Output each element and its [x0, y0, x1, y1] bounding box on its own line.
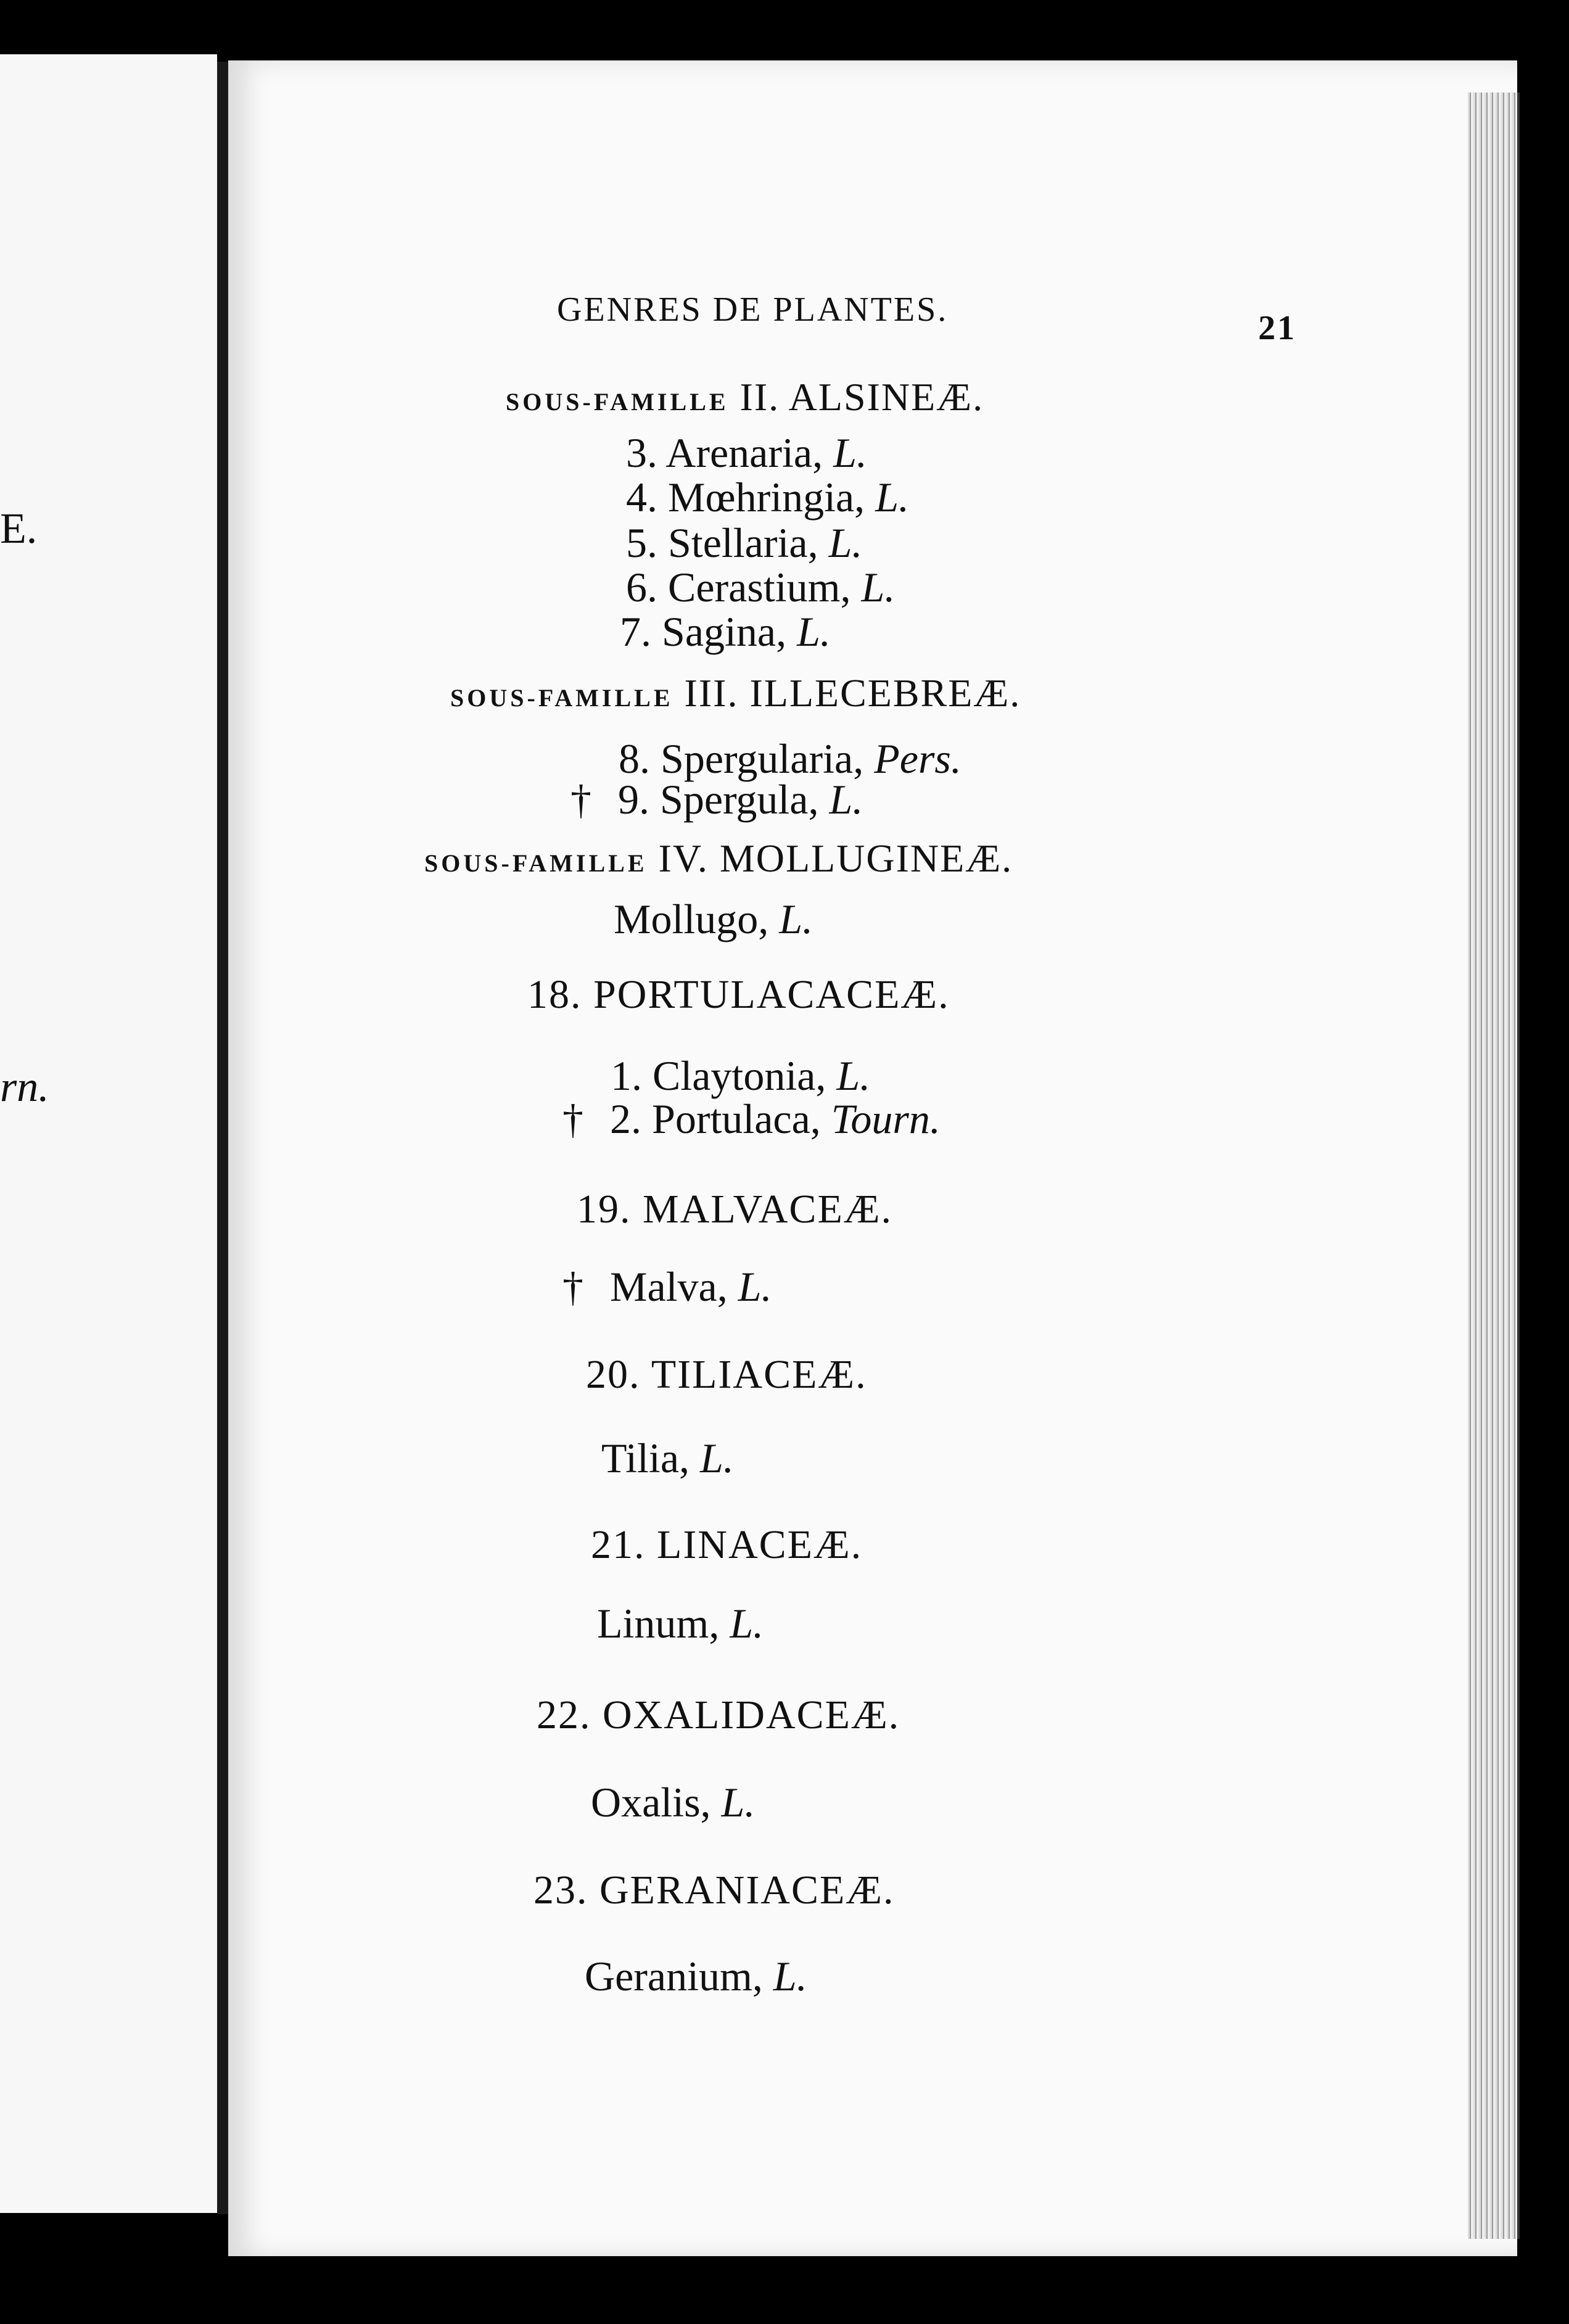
- family-title: LINACEÆ.: [657, 1522, 863, 1567]
- subfamily-prefix: SOUS-FAMILLE: [450, 684, 673, 712]
- family-title: PORTULACACEÆ.: [593, 972, 950, 1017]
- genus-name: Arenaria,: [665, 429, 823, 476]
- family-title: TILIACEÆ.: [651, 1352, 867, 1397]
- genus-entry: [591, 1779, 756, 1826]
- page-number: 21: [1258, 309, 1296, 347]
- subfamily-heading: [424, 836, 1013, 880]
- genus-entry: [626, 519, 863, 566]
- genus-author: L.: [779, 896, 813, 942]
- genus-name: Claytonia,: [653, 1052, 826, 1099]
- subfamily-title: II. ALSINEÆ.: [739, 375, 984, 419]
- genus-entry: [585, 1953, 807, 2000]
- genus-author: L.: [721, 1779, 756, 1826]
- family-heading: [527, 972, 950, 1017]
- subfamily-title: IV. MOLLUGINEÆ.: [658, 836, 1013, 880]
- genus-name: Sagina,: [662, 608, 787, 655]
- genus-name: Spergularia,: [661, 735, 864, 782]
- genus-entry: [626, 564, 896, 611]
- family-number: 23.: [533, 1868, 588, 1913]
- genus-author: L.: [773, 1953, 807, 2000]
- family-title: OXALIDACEÆ.: [603, 1692, 900, 1737]
- genus-name: Stellaria,: [668, 519, 818, 566]
- subfamily-prefix: SOUS-FAMILLE: [506, 388, 729, 416]
- subfamily-title: III. ILLECEBREÆ.: [684, 671, 1021, 715]
- genus-entry: [620, 608, 831, 655]
- genus-author: Tourn.: [831, 1095, 941, 1142]
- left-page-fragment: E.: [0, 505, 38, 553]
- genus-entry: [562, 1263, 772, 1310]
- genus-author: L.: [797, 608, 831, 655]
- subfamily-heading: [506, 377, 984, 417]
- family-number: 20.: [586, 1352, 641, 1397]
- family-title: GERANIACEÆ.: [599, 1868, 895, 1913]
- genus-entry: [562, 1095, 941, 1142]
- genus-number: 7.: [620, 608, 651, 655]
- genus-entry: [619, 735, 962, 782]
- genus-number: 8.: [619, 735, 650, 782]
- genus-author: L.: [738, 1263, 772, 1310]
- genus-name: Mœhringia,: [668, 474, 865, 521]
- genus-name: Mollugo,: [614, 896, 769, 942]
- left-page: [0, 54, 217, 2213]
- genus-name: Geranium,: [585, 1953, 763, 2000]
- genus-name: Oxalis,: [591, 1779, 711, 1826]
- genus-number: 1.: [611, 1052, 642, 1099]
- dagger-mark: †: [562, 1095, 583, 1142]
- dagger-mark: †: [562, 1263, 583, 1310]
- family-heading: [533, 1870, 895, 1911]
- family-number: 22.: [537, 1692, 591, 1737]
- genus-entry: [597, 1600, 764, 1647]
- subfamily-heading: [450, 671, 1021, 715]
- genus-entry: [626, 474, 910, 521]
- genus-entry: [601, 1437, 734, 1479]
- genus-name: Tilia,: [601, 1435, 690, 1481]
- genus-entry: [570, 776, 863, 823]
- genus-name: Malva,: [610, 1263, 728, 1310]
- left-page-fragment: rn.: [0, 1063, 49, 1111]
- genus-entry: [614, 898, 813, 940]
- genus-number: 9.: [618, 776, 649, 823]
- subfamily-prefix: SOUS-FAMILLE: [424, 849, 648, 877]
- dagger-mark: †: [570, 776, 591, 823]
- genus-author: L.: [828, 519, 863, 566]
- running-title: GENRES DE PLANTES.: [557, 290, 949, 329]
- genus-author: L.: [700, 1435, 734, 1481]
- genus-author: L.: [836, 1052, 871, 1099]
- family-number: 21.: [591, 1522, 646, 1567]
- genus-number: 4.: [626, 474, 657, 521]
- genus-entry: [611, 1052, 871, 1099]
- genus-name: Cerastium,: [668, 564, 851, 611]
- genus-entry: [626, 429, 867, 476]
- genus-author: L.: [730, 1600, 764, 1647]
- genus-number: 5.: [626, 519, 657, 566]
- family-heading: [586, 1354, 867, 1395]
- genus-name: Spergula,: [660, 776, 819, 823]
- family-title: MALVACEÆ.: [643, 1187, 892, 1232]
- page-edges: [1468, 93, 1520, 2239]
- genus-author: L.: [861, 564, 896, 611]
- genus-number: 6.: [626, 564, 657, 611]
- genus-number: 2.: [610, 1095, 641, 1142]
- family-heading: [591, 1522, 863, 1567]
- family-heading: [577, 1189, 892, 1230]
- genus-author: L.: [833, 429, 867, 476]
- family-number: 19.: [577, 1187, 632, 1232]
- genus-name: Linum,: [597, 1600, 720, 1647]
- family-number: 18.: [527, 972, 582, 1017]
- genus-author: Pers.: [874, 735, 962, 782]
- genus-number: 3.: [626, 429, 657, 476]
- genus-author: L.: [829, 776, 863, 823]
- genus-author: L.: [875, 474, 910, 521]
- family-heading: [537, 1692, 900, 1737]
- genus-name: Portulaca,: [652, 1095, 821, 1142]
